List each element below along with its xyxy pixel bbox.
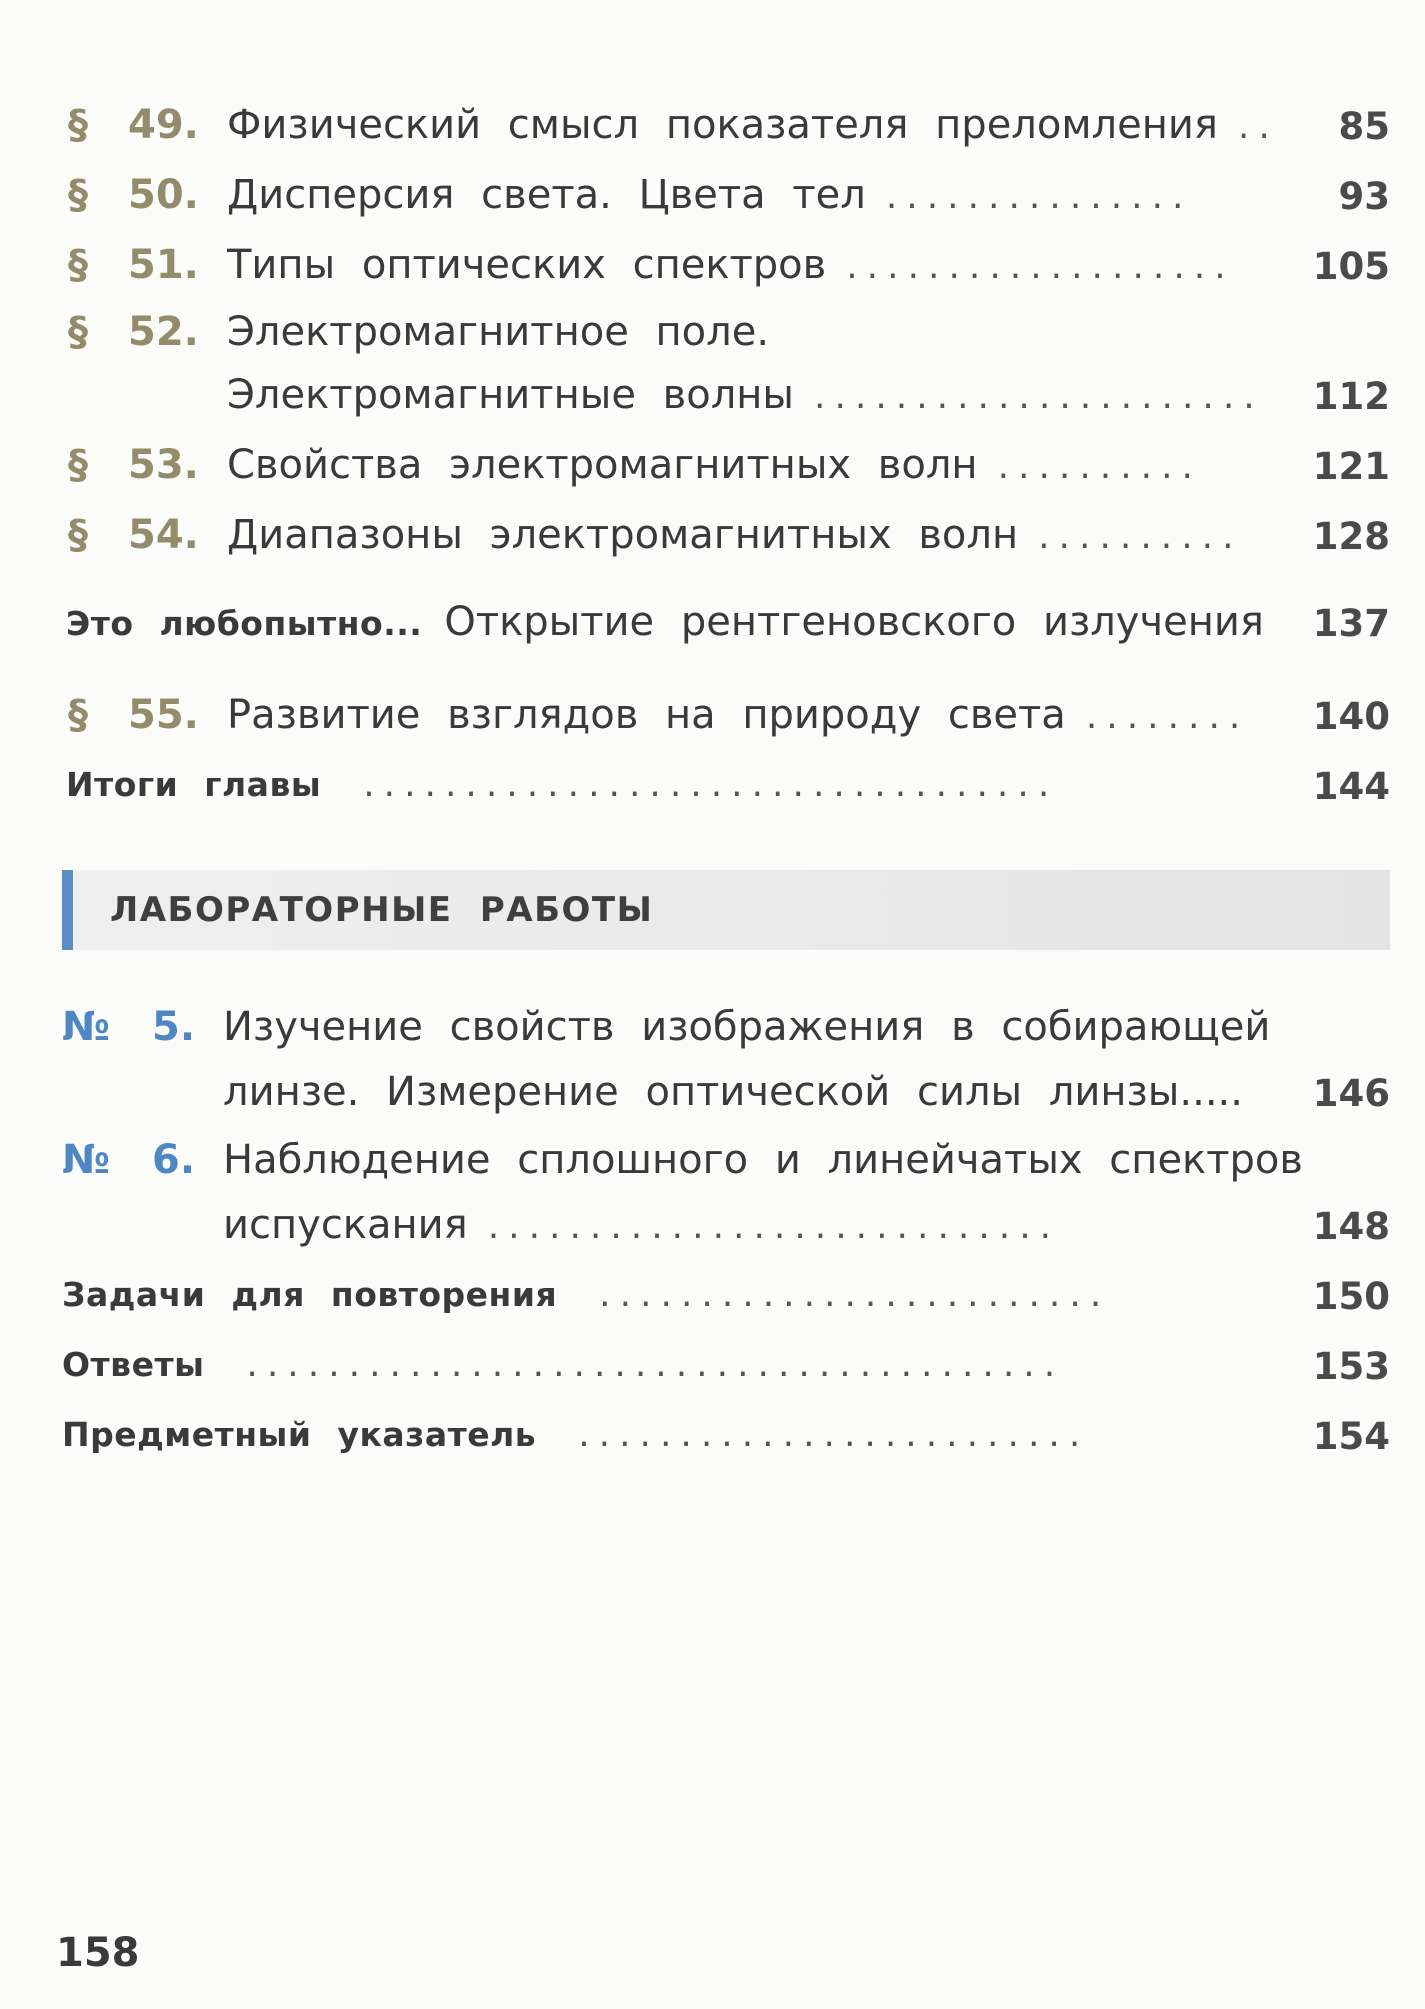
lab-entry-6-line1[interactable]: № 6. Наблюдение сплошного и линейчатых спектров xyxy=(60,1130,1390,1190)
leader-dots: ........................................ xyxy=(246,1344,1065,1385)
entry-page: 150 xyxy=(1312,1275,1390,1318)
lab-section-header xyxy=(62,870,1390,950)
entry-lead: Это любопытно... xyxy=(66,604,423,643)
leader-dots: .......... xyxy=(1038,516,1243,557)
entry-title: испускания xyxy=(223,1202,468,1248)
entry-page: 105 xyxy=(1312,245,1390,288)
entry-title: Электромагнитные волны xyxy=(227,372,794,418)
toc-entry-index[interactable] xyxy=(60,1405,1390,1465)
entry-title: Свойства электромагнитных волн xyxy=(227,442,978,488)
leader-dots: ......................... xyxy=(578,1414,1090,1455)
toc-entry-summary[interactable] xyxy=(60,755,1390,815)
lab-entry-6-line2[interactable] xyxy=(60,1195,1390,1255)
entry-title: Открытие рентгеновского излучения xyxy=(444,599,1264,645)
toc-entry-52-line2[interactable] xyxy=(60,365,1390,425)
leader-dots: ............................ xyxy=(487,1206,1061,1247)
leader-dots: ......................... xyxy=(599,1274,1111,1315)
entry-lead: Ответы xyxy=(62,1345,205,1384)
leader-dots: .. xyxy=(1237,106,1279,147)
leader-dots: .................................. xyxy=(363,764,1059,805)
entry-page: 128 xyxy=(1312,515,1390,558)
entry-page: 93 xyxy=(1338,175,1390,218)
entry-page: 140 xyxy=(1312,695,1390,738)
entry-title-line1: Наблюдение сплошного и линейчатых спектров xyxy=(223,1137,1303,1183)
entry-lead: Задачи для повторения xyxy=(62,1275,558,1314)
toc-entry-52-line1[interactable]: § 52. Электромагнитное поле. xyxy=(60,302,1390,362)
leader-dots: .......... xyxy=(997,446,1202,487)
entry-page: 153 xyxy=(1312,1345,1390,1388)
lab-entry-5-line2[interactable] xyxy=(60,1062,1390,1122)
toc-entry-53[interactable]: § 53. Свойства электромагнитных волн .......... 121 xyxy=(60,435,1390,495)
toc-entry-54[interactable]: § 54. Диапазоны электромагнитных волн .......... 128 xyxy=(60,505,1390,565)
entry-page: 146 xyxy=(1312,1072,1390,1115)
entry-page: 85 xyxy=(1338,105,1390,148)
entry-title-line1: Электромагнитное поле. xyxy=(227,309,770,355)
entry-title-line1: Изучение свойств изображения в собирающей xyxy=(223,1004,1271,1050)
entry-page: 148 xyxy=(1312,1205,1390,1248)
entry-lead: Предметный указатель xyxy=(62,1415,537,1454)
entry-page: 154 xyxy=(1312,1415,1390,1458)
toc-entry-49[interactable]: § 49. Физический смысл показателя преломления .. 85 xyxy=(60,95,1390,155)
leader-dots: ............... xyxy=(885,176,1193,217)
toc-entry-50[interactable]: § 50. Дисперсия света. Цвета тел ............... 93 xyxy=(60,165,1390,225)
leader-dots: ...................... xyxy=(814,376,1264,417)
entry-page: 121 xyxy=(1312,445,1390,488)
leader-dots: ........ xyxy=(1085,696,1250,737)
toc-entry-51[interactable]: § 51. Типы оптических спектров ................... 105 xyxy=(60,235,1390,295)
entry-page: 137 xyxy=(1312,602,1390,645)
leader-dots: ................... xyxy=(846,246,1235,287)
entry-title: Физический смысл показателя преломления xyxy=(227,102,1218,148)
entry-page: 144 xyxy=(1312,765,1390,808)
entry-title: Диапазоны электромагнитных волн xyxy=(227,512,1019,558)
entry-title: Развитие взглядов на природу света xyxy=(227,692,1066,738)
lab-entry-5-line1[interactable]: № 5. Изучение свойств изображения в собирающей xyxy=(60,997,1390,1057)
entry-lead: Итоги главы xyxy=(66,765,322,804)
toc-entry-review-problems[interactable] xyxy=(60,1265,1390,1325)
page-number: 158 xyxy=(56,1930,140,1976)
toc-entry-55[interactable]: § 55. Развитие взглядов на природу света ........ 140 xyxy=(60,685,1390,745)
entry-title: Дисперсия света. Цвета тел xyxy=(227,172,866,218)
entry-title: линзе. Измерение оптической силы линзы..... xyxy=(223,1069,1243,1115)
section-title: ЛАБОРАТОРНЫЕ РАБОТЫ xyxy=(110,890,654,930)
entry-title: Типы оптических спектров xyxy=(227,242,827,288)
toc-entry-curious[interactable] xyxy=(60,592,1390,652)
entry-page: 112 xyxy=(1312,375,1390,418)
toc-entry-answers[interactable] xyxy=(60,1335,1390,1395)
banner-accent-bar xyxy=(62,870,73,950)
